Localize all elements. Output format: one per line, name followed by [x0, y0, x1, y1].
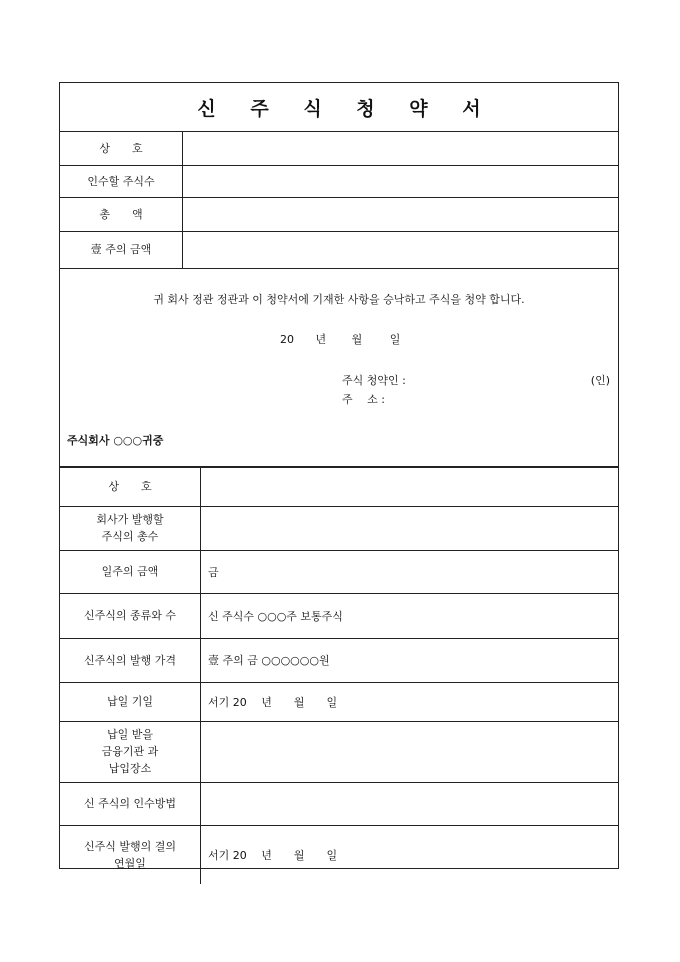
- table-row: [60, 506, 618, 550]
- subscriber-label: 주식 청약인 :: [342, 373, 406, 387]
- declaration-statement: 귀 회사 정관 정관과 이 청약서에 기재한 사항을 승낙하고 주식을 청약 합니다.: [153, 292, 525, 306]
- acquisition-method-label: 신 주식의 인수방법: [60, 782, 201, 825]
- authorized-shares-label: 회사가 발행할 주식의 총수: [60, 506, 201, 550]
- par-value-field[interactable]: 금: [201, 550, 619, 593]
- date-month-label: 월: [351, 332, 363, 346]
- seal-mark: (인): [590, 373, 610, 387]
- table-row: [60, 593, 618, 638]
- resolution-date-label: 신주식 발행의 결의 연월일: [60, 825, 201, 884]
- issue-price-label: 신주식의 발행 가격: [60, 638, 201, 682]
- par-value-label: 일주의 금액: [60, 550, 201, 593]
- resolution-date-field[interactable]: 서기 20 년 월 일: [201, 825, 619, 884]
- per-share-amount-field[interactable]: [183, 231, 619, 268]
- title-row: [60, 83, 618, 132]
- table-row: [60, 721, 618, 782]
- date-year-label: 년: [315, 332, 327, 346]
- payment-bank-field[interactable]: [201, 721, 619, 782]
- payment-date-label: 납일 기일: [60, 682, 201, 721]
- table-row: [60, 638, 618, 682]
- table-row: [60, 467, 618, 506]
- authorized-shares-field[interactable]: [201, 506, 619, 550]
- date-day-label: 일: [389, 332, 401, 346]
- payment-bank-label: 납일 받을 금융기관 과 납입장소: [60, 721, 201, 782]
- applicant-table: [60, 132, 618, 269]
- payment-date-field[interactable]: 서기 20 년 월 일: [201, 682, 619, 721]
- per-share-amount-label: 壹 주의 금액: [60, 231, 183, 268]
- subscription-form: [59, 82, 619, 869]
- issuer-name-label: 상 호: [60, 467, 201, 506]
- shares-to-acquire-label: 인수할 주식수: [60, 165, 183, 197]
- table-row: [60, 231, 618, 268]
- table-row: [60, 825, 618, 884]
- total-amount-label: 총 액: [60, 197, 183, 231]
- table-row: [60, 132, 618, 165]
- table-row: [60, 682, 618, 721]
- issuer-name-field[interactable]: [201, 467, 619, 506]
- total-amount-field[interactable]: [183, 197, 619, 231]
- table-row: [60, 197, 618, 231]
- acquisition-method-field[interactable]: [201, 782, 619, 825]
- share-class-field[interactable]: 신 주식수 ○○○주 보통주식: [201, 593, 619, 638]
- share-class-label: 신주식의 종류와 수: [60, 593, 201, 638]
- share-issue-table: [60, 467, 618, 885]
- issue-price-field[interactable]: 壹 주의 금 ○○○○○○원: [201, 638, 619, 682]
- addressee: 주식회사 ○○○귀중: [67, 433, 164, 447]
- declaration-section: [60, 269, 618, 467]
- date-year: 20: [280, 332, 294, 346]
- shares-to-acquire-field[interactable]: [183, 165, 619, 197]
- declaration-date: [280, 331, 400, 347]
- table-row: [60, 165, 618, 197]
- company-name-label: 상 호: [60, 132, 183, 165]
- table-row: [60, 782, 618, 825]
- address-label: 주 소 :: [342, 392, 385, 406]
- company-name-field[interactable]: [183, 132, 619, 165]
- form-title: 신 주 식 청 약 서: [197, 97, 495, 120]
- table-row: [60, 550, 618, 593]
